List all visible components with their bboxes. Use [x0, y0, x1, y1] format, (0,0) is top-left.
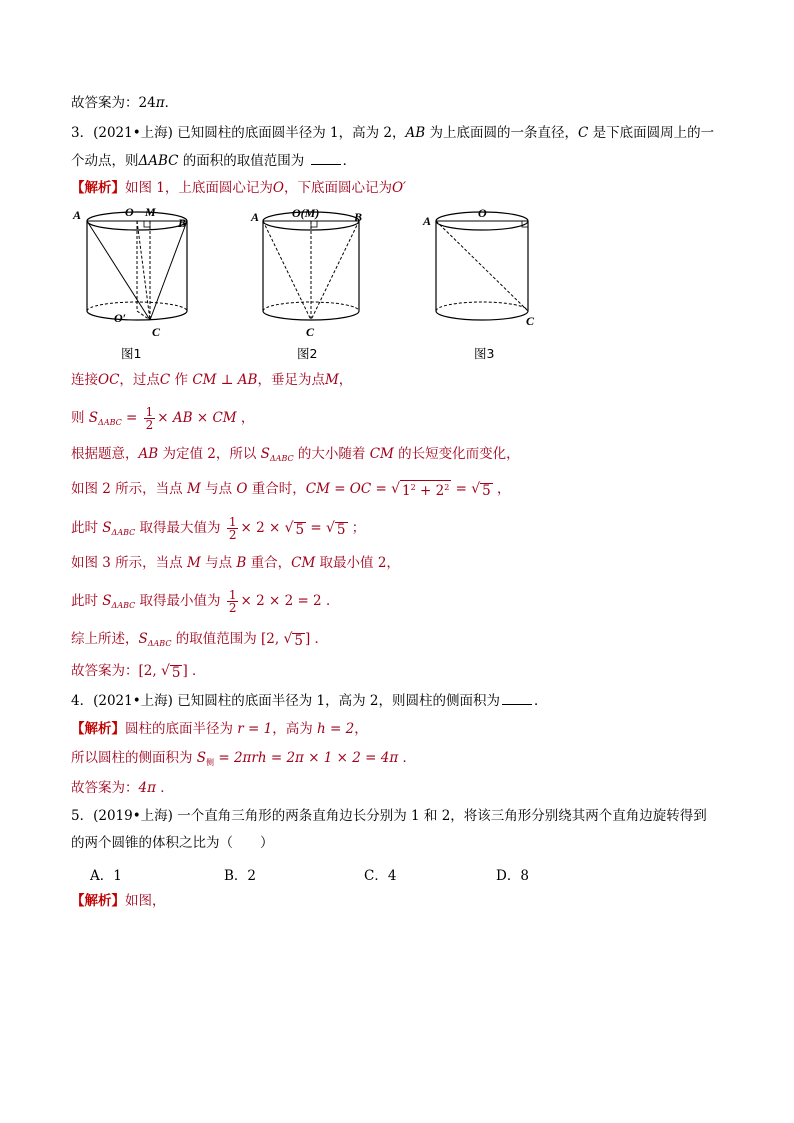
analysis-tag: 【解析】: [71, 893, 125, 909]
label-C: C: [306, 325, 315, 339]
square-root: √ 5: [284, 520, 305, 538]
solution-step-7: 此时 $S_{\Delta ABC}$ 取得最小值为 $\frac{1}{2}$ × 2 × 2 = 2 ．: [71, 588, 340, 615]
question-4: 4．(2021•上海) 已知圆柱的底面半径为 1，高为 2，则圆柱的侧面积为 ．: [71, 693, 548, 709]
option-a: A．1: [90, 868, 122, 884]
label-O: O: [478, 206, 487, 220]
solution-step-5: 此时 $S_{\Delta ABC}$ 取得最大值为 $\frac{1}{2}$ × 2 × √ 5 = √ 5 ；: [71, 515, 366, 542]
solution-step-6: 如图 3 所示，当点 M 与点 B 重合，CM 取最小值 2，: [71, 555, 400, 571]
analysis-tag: 【解析】: [71, 180, 125, 196]
figure-2-caption: 图2: [297, 346, 318, 361]
label-C: C: [152, 325, 161, 339]
question-3-line-2: 个动点，则ΔABC 的面积的取值范围为 ．: [71, 153, 357, 169]
label-M: M: [145, 205, 156, 219]
figure-3: [420, 203, 550, 347]
solution-3-intro: 【解析】如图 1，上底面圆心记为O，下底面圆心记为O′: [71, 180, 407, 196]
fraction: $\frac{1}{2}$: [228, 515, 237, 542]
solution-step-1: 连接OC，过点C 作 CM ⊥ AB，垂足为点M，: [71, 372, 353, 388]
square-root: √ $1^2 + 2^2$: [391, 481, 450, 499]
square-root: √ 5: [326, 520, 346, 538]
answer-blank: [311, 152, 341, 165]
figure-1: [70, 203, 200, 347]
label-A: A: [423, 214, 432, 228]
answer-line-prev: 故答案为：24π．: [71, 95, 179, 111]
square-root: √ 5: [471, 481, 491, 499]
fraction: $\frac{1}{2}$: [145, 405, 154, 432]
option-b: B．2: [224, 868, 257, 884]
analysis-tag: 【解析】: [71, 721, 125, 737]
figure-3-caption: 图3: [474, 346, 495, 361]
label-O: O: [125, 205, 134, 219]
option-d: D．8: [496, 868, 529, 884]
option-c: C．4: [364, 868, 397, 884]
solution-4-intro: 【解析】圆柱的底面半径为 r = 1，高为 h = 2，: [71, 721, 368, 737]
fraction: $\frac{1}{2}$: [228, 588, 237, 615]
solution-step-8: 综上所述，$S_{\Delta ABC}$ 的取值范围为 [2, √ 5 ] ．: [71, 631, 329, 649]
solution-answer-4: 故答案为：4π ．: [71, 780, 174, 796]
square-root: √ 5: [283, 631, 303, 649]
solution-4-step: 所以圆柱的侧面积为 $S_侧 = 2\pi rh = 2\pi \times 1 \times 2 = 4\pi$ ．: [71, 750, 417, 767]
answer-blank: [502, 692, 532, 705]
label-O-M: O(M): [292, 206, 320, 220]
solution-step-3: 根据题意，AB 为定值 2，所以 $S_{\Delta ABC}$ 的大小随着 CM 的长短变化而变化，: [71, 446, 520, 463]
figure-1-caption: 图1: [121, 346, 142, 361]
label-A: A: [251, 210, 260, 224]
question-5-line-2: 的两个圆锥的体积之比为（ ）: [71, 835, 274, 851]
figure-2: [248, 203, 378, 347]
solution-step-4: 如图 2 所示，当点 M 与点 O 重合时，CM = OC = √ $1^2 + 2^2$ = √ 5 ，: [71, 481, 511, 499]
solution-answer-3: 故答案为：[2, √ 5 ] ．: [71, 663, 206, 681]
question-3-line-1: 3．(2021•上海) 已知圆柱的底面圆半径为 1，高为 2，AB 为上底面圆的一条直径，C 是下底面圆周上的一: [71, 125, 715, 141]
label-B: B: [178, 216, 187, 230]
label-C: C: [526, 314, 535, 328]
question-5-line-1: 5．(2019•上海) 一个直角三角形的两条直角边长分别为 1 和 2，将该三角形分别绕其两个直角边旋转得到: [71, 808, 707, 824]
label-A: A: [73, 208, 82, 222]
label-B: B: [354, 210, 363, 224]
label-O-prime: O′: [114, 311, 127, 325]
solution-5-intro: 【解析】如图，: [71, 893, 166, 909]
square-root: √ 5: [160, 663, 181, 681]
solution-step-2: 则 $S_{\Delta ABC}$ = $\frac{1}{2}$ × AB × CM ，: [71, 405, 255, 432]
